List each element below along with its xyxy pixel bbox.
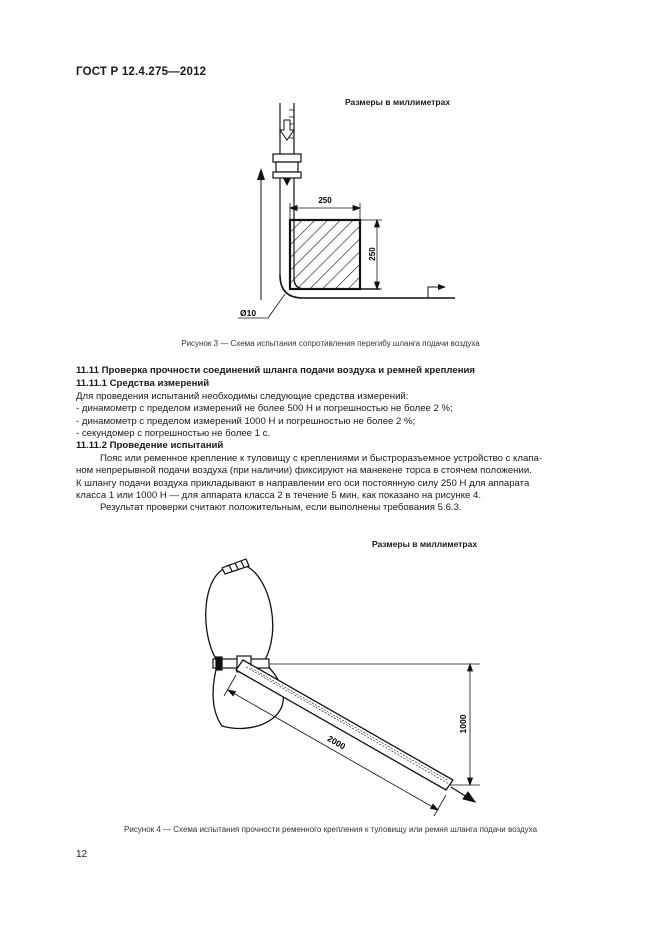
figure4-caption: Рисунок 4 — Схема испытания прочности ременного крепления к туловищу или ремня шланга подачи воздуха bbox=[123, 825, 538, 834]
figure3-diameter-dimension: Ø10 bbox=[240, 308, 257, 318]
list-item: - секундомер с погрешностью не более 1 с. bbox=[76, 428, 271, 440]
air-inflow-arrow-icon bbox=[280, 120, 294, 140]
figure3-end-arrow bbox=[428, 284, 446, 298]
mannequin-torso bbox=[206, 564, 284, 729]
figure3-weight-block bbox=[290, 220, 360, 289]
page-number: 12 bbox=[76, 849, 88, 860]
measuring-intro: Для проведения испытаний необходимы следующие средства измерений: bbox=[76, 390, 409, 402]
section-heading: 11.11 Проверка прочности соединений шланга подачи воздуха и ремней крепления bbox=[76, 365, 476, 376]
procedure-line: Пояс или ременное крепление к туловищу с креплениями и быстроразъемное устройство с клапа- bbox=[100, 452, 543, 464]
subsection-heading-measuring: 11.11.1 Средства измерений bbox=[76, 378, 210, 390]
procedure-line: класса 1 или 1000 Н — для аппарата класса 2 в течение 5 мин, как показано на рисунке 4. bbox=[76, 490, 482, 502]
figure4-force-arrow bbox=[451, 787, 475, 802]
figure4-units-note: Размеры в миллиметрах bbox=[372, 539, 478, 549]
figure3-height-dimension: 250 bbox=[368, 247, 377, 261]
figure4-hose bbox=[236, 660, 453, 790]
section-11-11 bbox=[76, 365, 598, 515]
figure3-width-dimension: 250 bbox=[318, 196, 332, 205]
procedure-line: ном непрерывной подачи воздуха (при наличии) фиксируют на манекене торса в стоячем положении. bbox=[76, 465, 532, 477]
result-paragraph: Результат проверки считают положительным, если выполнены требования 5.6.3. bbox=[100, 502, 462, 514]
list-item: - динамометр с пределом измерений не более 500 Н и погрешностью не более 2 %; bbox=[76, 403, 453, 415]
figure3-force-arrow bbox=[257, 168, 265, 300]
subsection-heading-procedure: 11.11.2 Проведение испытаний bbox=[76, 440, 224, 452]
figure3-flow-arrow-icon bbox=[283, 178, 291, 186]
figure4-drawing bbox=[206, 559, 480, 816]
figure4-length-dimension: 2000 bbox=[325, 733, 348, 752]
figure4-height-dimension: 1000 bbox=[458, 714, 468, 734]
procedure-line: К шлангу подачи воздуха прикладывают в направлении его оси постоянную силу 250 Н для аппарата bbox=[76, 477, 530, 489]
list-item: - динамометр с пределом измерений 1000 Н и погрешностью не более 2 %; bbox=[76, 415, 416, 427]
document-header: ГОСТ Р 12.4.275—2012 bbox=[76, 66, 207, 78]
figure3-caption: Рисунок 3 — Схема испытания сопротивления перегибу шланга подачи воздуха bbox=[181, 339, 480, 348]
figure3-units-note: Размеры в миллиметрах bbox=[345, 97, 451, 107]
